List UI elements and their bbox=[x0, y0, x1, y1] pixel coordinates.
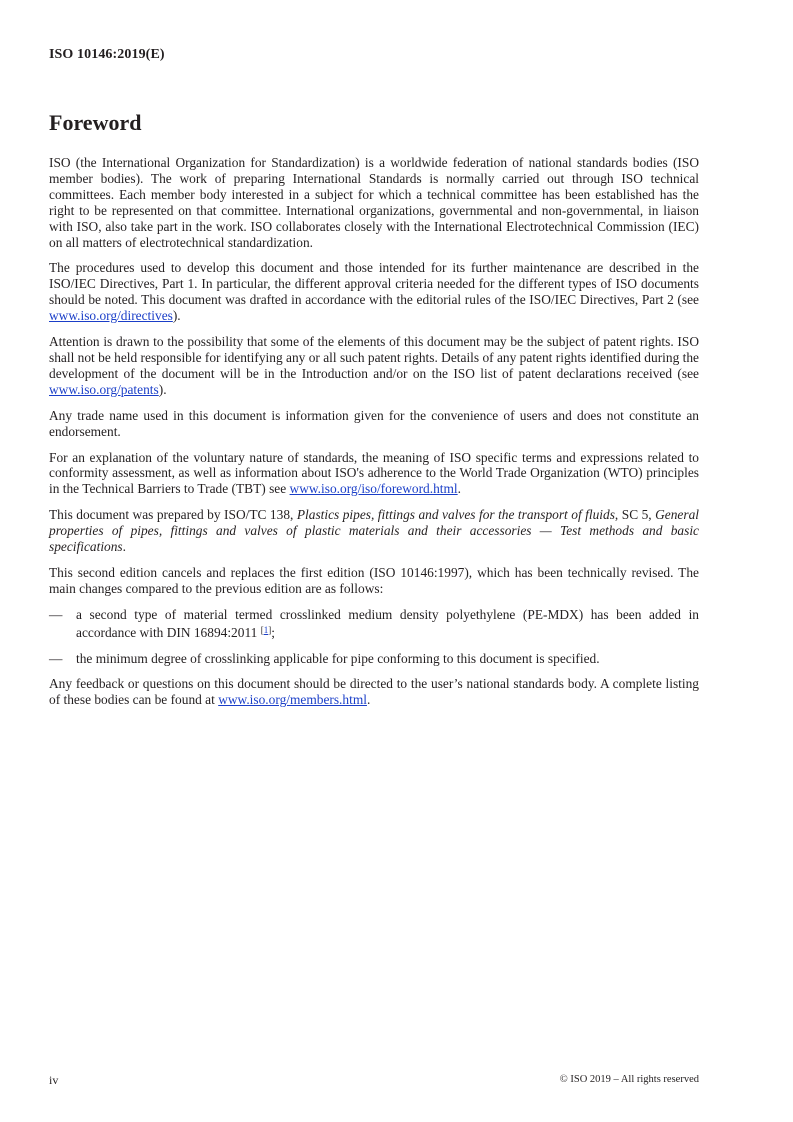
list-item-text: a second type of material termed crosslinked medium density polyethylene (PE-MDX) has been added in accordance with DIN 16894:2011 bbox=[76, 606, 699, 640]
paragraph-text: ). bbox=[158, 381, 167, 397]
paragraph-voluntary-nature bbox=[49, 450, 699, 498]
paragraph-text: ). bbox=[172, 308, 181, 324]
paragraph-second-edition: This second edition cancels and replaces the first edition (ISO 10146:1997), which has been technically revised. The main changes compared to the previous edition are as follows: bbox=[49, 564, 699, 596]
paragraph-feedback bbox=[49, 676, 699, 708]
changes-list bbox=[49, 607, 699, 667]
paragraph-text: Any feedback or questions on this document should be directed to the user’s national standards body. A complete listing of these bodies can be found at bbox=[49, 676, 699, 708]
bracket: ] bbox=[268, 624, 272, 635]
list-item bbox=[49, 607, 699, 641]
paragraph-procedures bbox=[49, 260, 699, 324]
link-members[interactable]: www.iso.org/members.html bbox=[218, 692, 367, 708]
paragraph-text: This document was prepared by ISO/TC 138, bbox=[49, 507, 297, 523]
paragraph-text: , SC 5, bbox=[614, 507, 656, 523]
link-patents[interactable]: www.iso.org/patents bbox=[49, 381, 159, 397]
foreword-body bbox=[49, 155, 699, 718]
paragraph-text: The procedures used to develop this document and those intended for its further maintenance are described in the ISO/IEC Directives, Part 1. In particular, the different approval criteria needed for the different types of ISO documents should be noted. This document was drafted in accordance with the editorial rules of the ISO/IEC Directives, Part 2 (see bbox=[49, 260, 699, 308]
link-reference-1[interactable]: 1 bbox=[263, 624, 269, 635]
link-directives[interactable]: www.iso.org/directives bbox=[49, 308, 173, 324]
paragraph-text: For an explanation of the voluntary nature of standards, the meaning of ISO specific terms and expressions related to conformity assessment, as well as information about ISO's adherence to the World Trade Organization (WTO) principles in the Technical Barriers to Trade (TBT) see bbox=[49, 449, 699, 497]
reference-citation bbox=[261, 625, 272, 635]
dash-bullet: — bbox=[49, 650, 63, 666]
committee-title: Plastics pipes, fittings and valves for the transport of fluids bbox=[296, 507, 615, 523]
paragraph-prepared-by bbox=[49, 507, 699, 555]
copyright-notice: © ISO 2019 – All rights reserved bbox=[559, 1074, 699, 1085]
paragraph-text: . bbox=[457, 481, 462, 497]
page-number: iv bbox=[49, 1073, 59, 1087]
paragraph-text: . bbox=[122, 539, 126, 555]
section-title: Foreword bbox=[49, 110, 142, 135]
paragraph-text: . bbox=[366, 692, 371, 708]
bracket: [ bbox=[260, 624, 264, 635]
paragraph-trade-name: Any trade name used in this document is information given for the convenience of users and does not constitute an endorsement. bbox=[49, 407, 699, 439]
paragraph-patents bbox=[49, 334, 699, 398]
list-item bbox=[49, 651, 699, 667]
paragraph-iso-intro: ISO (the International Organization for Standardization) is a worldwide federation of national standards bodies (ISO member bodies). The work of preparing International Standards is normally carried out through ISO technical committees. Each member body interested in a subject for which a technical committee has been established has the right to be represented on that committee. International organizations, governmental and non-governmental, in liaison with ISO, also take part in the work. ISO collaborates closely with the International Electrotechnical Commission (IEC) on all matters of electrotechnical standardization. bbox=[49, 155, 699, 250]
list-item-text: ; bbox=[271, 624, 275, 640]
subcommittee-title: General properties of pipes, fittings and valves of plastic materials and their accessories — Test methods and basic specifications bbox=[49, 507, 700, 555]
paragraph-text: Attention is drawn to the possibility that some of the elements of this document may be the subject of patent rights. ISO shall not be held responsible for identifying any or all such patent rights. Details of any patent rights identified during the development of the document will be in the Introduction and/or on the ISO list of patent declarations received (see bbox=[49, 334, 699, 381]
document-id: ISO 10146:2019(E) bbox=[49, 47, 165, 62]
dash-bullet: — bbox=[49, 606, 63, 622]
link-foreword[interactable]: www.iso.org/iso/foreword.html bbox=[289, 481, 458, 497]
list-item-text: the minimum degree of crosslinking applicable for pipe conforming to this document is specified. bbox=[76, 650, 600, 666]
